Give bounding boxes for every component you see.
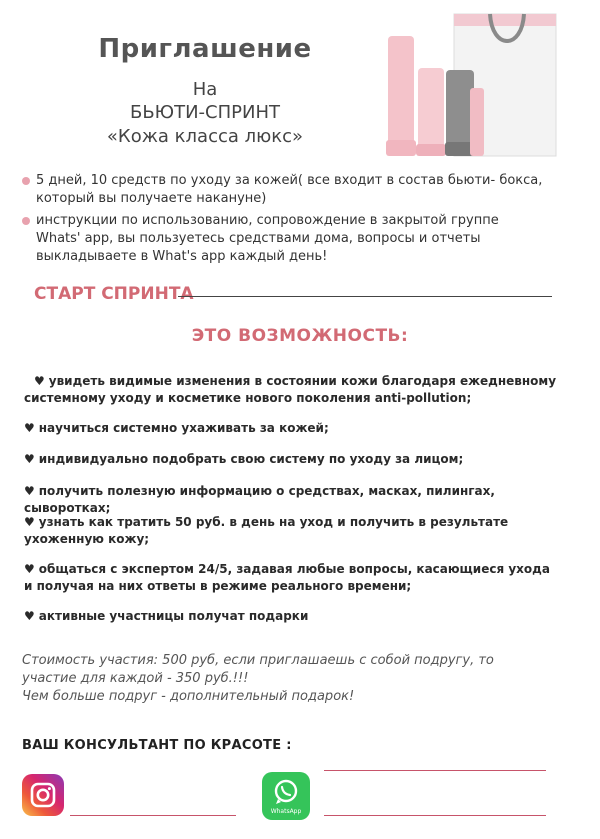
opportunity-heading: ЭТО ВОЗМОЖНОСТЬ: bbox=[191, 326, 409, 346]
cleanser-tube bbox=[388, 36, 414, 154]
instagram-glyph bbox=[22, 774, 64, 816]
intro-bullet-2 bbox=[22, 212, 582, 230]
consultant-name-line bbox=[324, 770, 546, 771]
list-item-continuation: системному уходу и косметике нового поколения anti-pollution; bbox=[24, 391, 472, 405]
event-name: БЬЮТИ-СПРИНТ bbox=[129, 102, 281, 123]
heart-icon: ♥ bbox=[34, 374, 45, 388]
intro-bullet-1 bbox=[22, 172, 582, 190]
intro-bullet-1-line-1: 5 дней, 10 средств по уходу за кожей( все входит в состав бьюти- бокса, bbox=[36, 173, 543, 188]
product-set-image bbox=[382, 10, 560, 160]
instagram-icon[interactable] bbox=[22, 774, 64, 816]
heart-icon: ♥ bbox=[24, 562, 35, 576]
heart-icon: ♥ bbox=[24, 452, 35, 466]
list-item: ♥ узнать как тратить 50 руб. в день на уход и получить в результате bbox=[24, 515, 509, 529]
intro-bullet-1-line-2: который вы получаете накануне) bbox=[36, 191, 267, 206]
heart-icon: ♥ bbox=[24, 421, 35, 435]
price-line-2: участие для каждой - 350 руб.!!! bbox=[22, 671, 249, 686]
start-date-blank-line bbox=[178, 296, 552, 297]
start-sprint-label: СТАРТ СПРИНТА bbox=[34, 284, 194, 304]
whatsapp-icon[interactable] bbox=[262, 772, 310, 820]
list-item: ♥ получить полезную информацию о средствах, масках, пилингах, сыворотках; bbox=[24, 484, 495, 515]
instagram-handle-line bbox=[70, 815, 236, 816]
whatsapp-number-line bbox=[324, 815, 546, 816]
consultant-label: ВАШ КОНСУЛЬТАНТ ПО КРАСОТЕ : bbox=[22, 738, 292, 753]
list-item: ♥ научиться системно ухаживать за кожей; bbox=[24, 421, 329, 435]
list-item: ♥ индивидуально подобрать свою систему по уходу за лицом; bbox=[24, 452, 464, 466]
list-item: ♥ общаться с экспертом 24/5, задавая любые вопросы, касающиеся ухода bbox=[24, 562, 550, 576]
whatsapp-label: WhatsApp bbox=[270, 808, 302, 815]
event-title: «Кожа класса люкс» bbox=[106, 126, 304, 147]
heart-icon: ♥ bbox=[24, 515, 35, 529]
list-item-continuation: и получая на них ответы в режиме реального времени; bbox=[24, 579, 412, 593]
subtitle-on: На bbox=[192, 79, 218, 100]
intro-bullet-2-line-2: Whats' app, вы пользуетесь средствами дома, вопросы и отчеты bbox=[36, 231, 481, 246]
pink-bullet-icon bbox=[22, 177, 30, 185]
list-item: ♥ активные участницы получат подарки bbox=[24, 609, 309, 623]
page-title: Приглашение bbox=[98, 34, 312, 64]
price-info bbox=[22, 652, 582, 706]
price-line-1: Стоимость участия: 500 руб, если приглашаешь с собой подругу, то bbox=[22, 653, 494, 668]
list-item-continuation: ухоженную кожу; bbox=[24, 532, 150, 546]
pink-bullet-icon bbox=[22, 217, 30, 225]
heart-icon: ♥ bbox=[24, 609, 35, 623]
cream-tube bbox=[418, 68, 444, 156]
price-line-3: Чем больше подруг - дополнительный подарок! bbox=[22, 689, 355, 704]
list-item: ♥ увидеть видимые изменения в состоянии кожи благодаря ежедневному bbox=[34, 374, 557, 388]
intro-bullet-2-line-1: инструкции по использованию, сопровождение в закрытой группе bbox=[36, 213, 499, 228]
heart-icon: ♥ bbox=[24, 484, 35, 498]
eye-cream-tube bbox=[470, 88, 484, 156]
intro-bullet-2-line-3: выкладываете в What's app каждый день! bbox=[36, 249, 328, 264]
